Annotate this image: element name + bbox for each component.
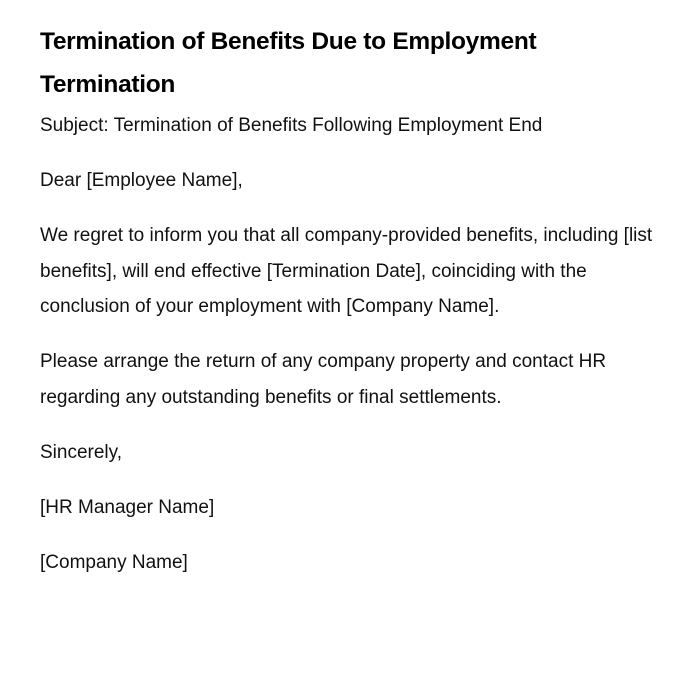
signature-company: [Company Name] <box>40 551 188 573</box>
body-paragraph-1: We regret to inform you that all company-provided benefits, including [list benefits], will end effective [Termination Date], coinciding with the conclusion of your employment with [Company Name]. <box>40 225 653 317</box>
document-title: Termination of Benefits Due to Employment Termination <box>40 28 537 98</box>
closing: Sincerely, <box>40 441 123 463</box>
subject-line: Subject: Termination of Benefits Following Employment End <box>40 115 543 136</box>
signature-name: [HR Manager Name] <box>40 496 215 518</box>
body-paragraph-2: Please arrange the return of any company property and contact HR regarding any outstanding benefits or final settlements. <box>40 351 607 408</box>
letter-document <box>40 20 660 600</box>
salutation: Dear [Employee Name], <box>40 170 243 191</box>
